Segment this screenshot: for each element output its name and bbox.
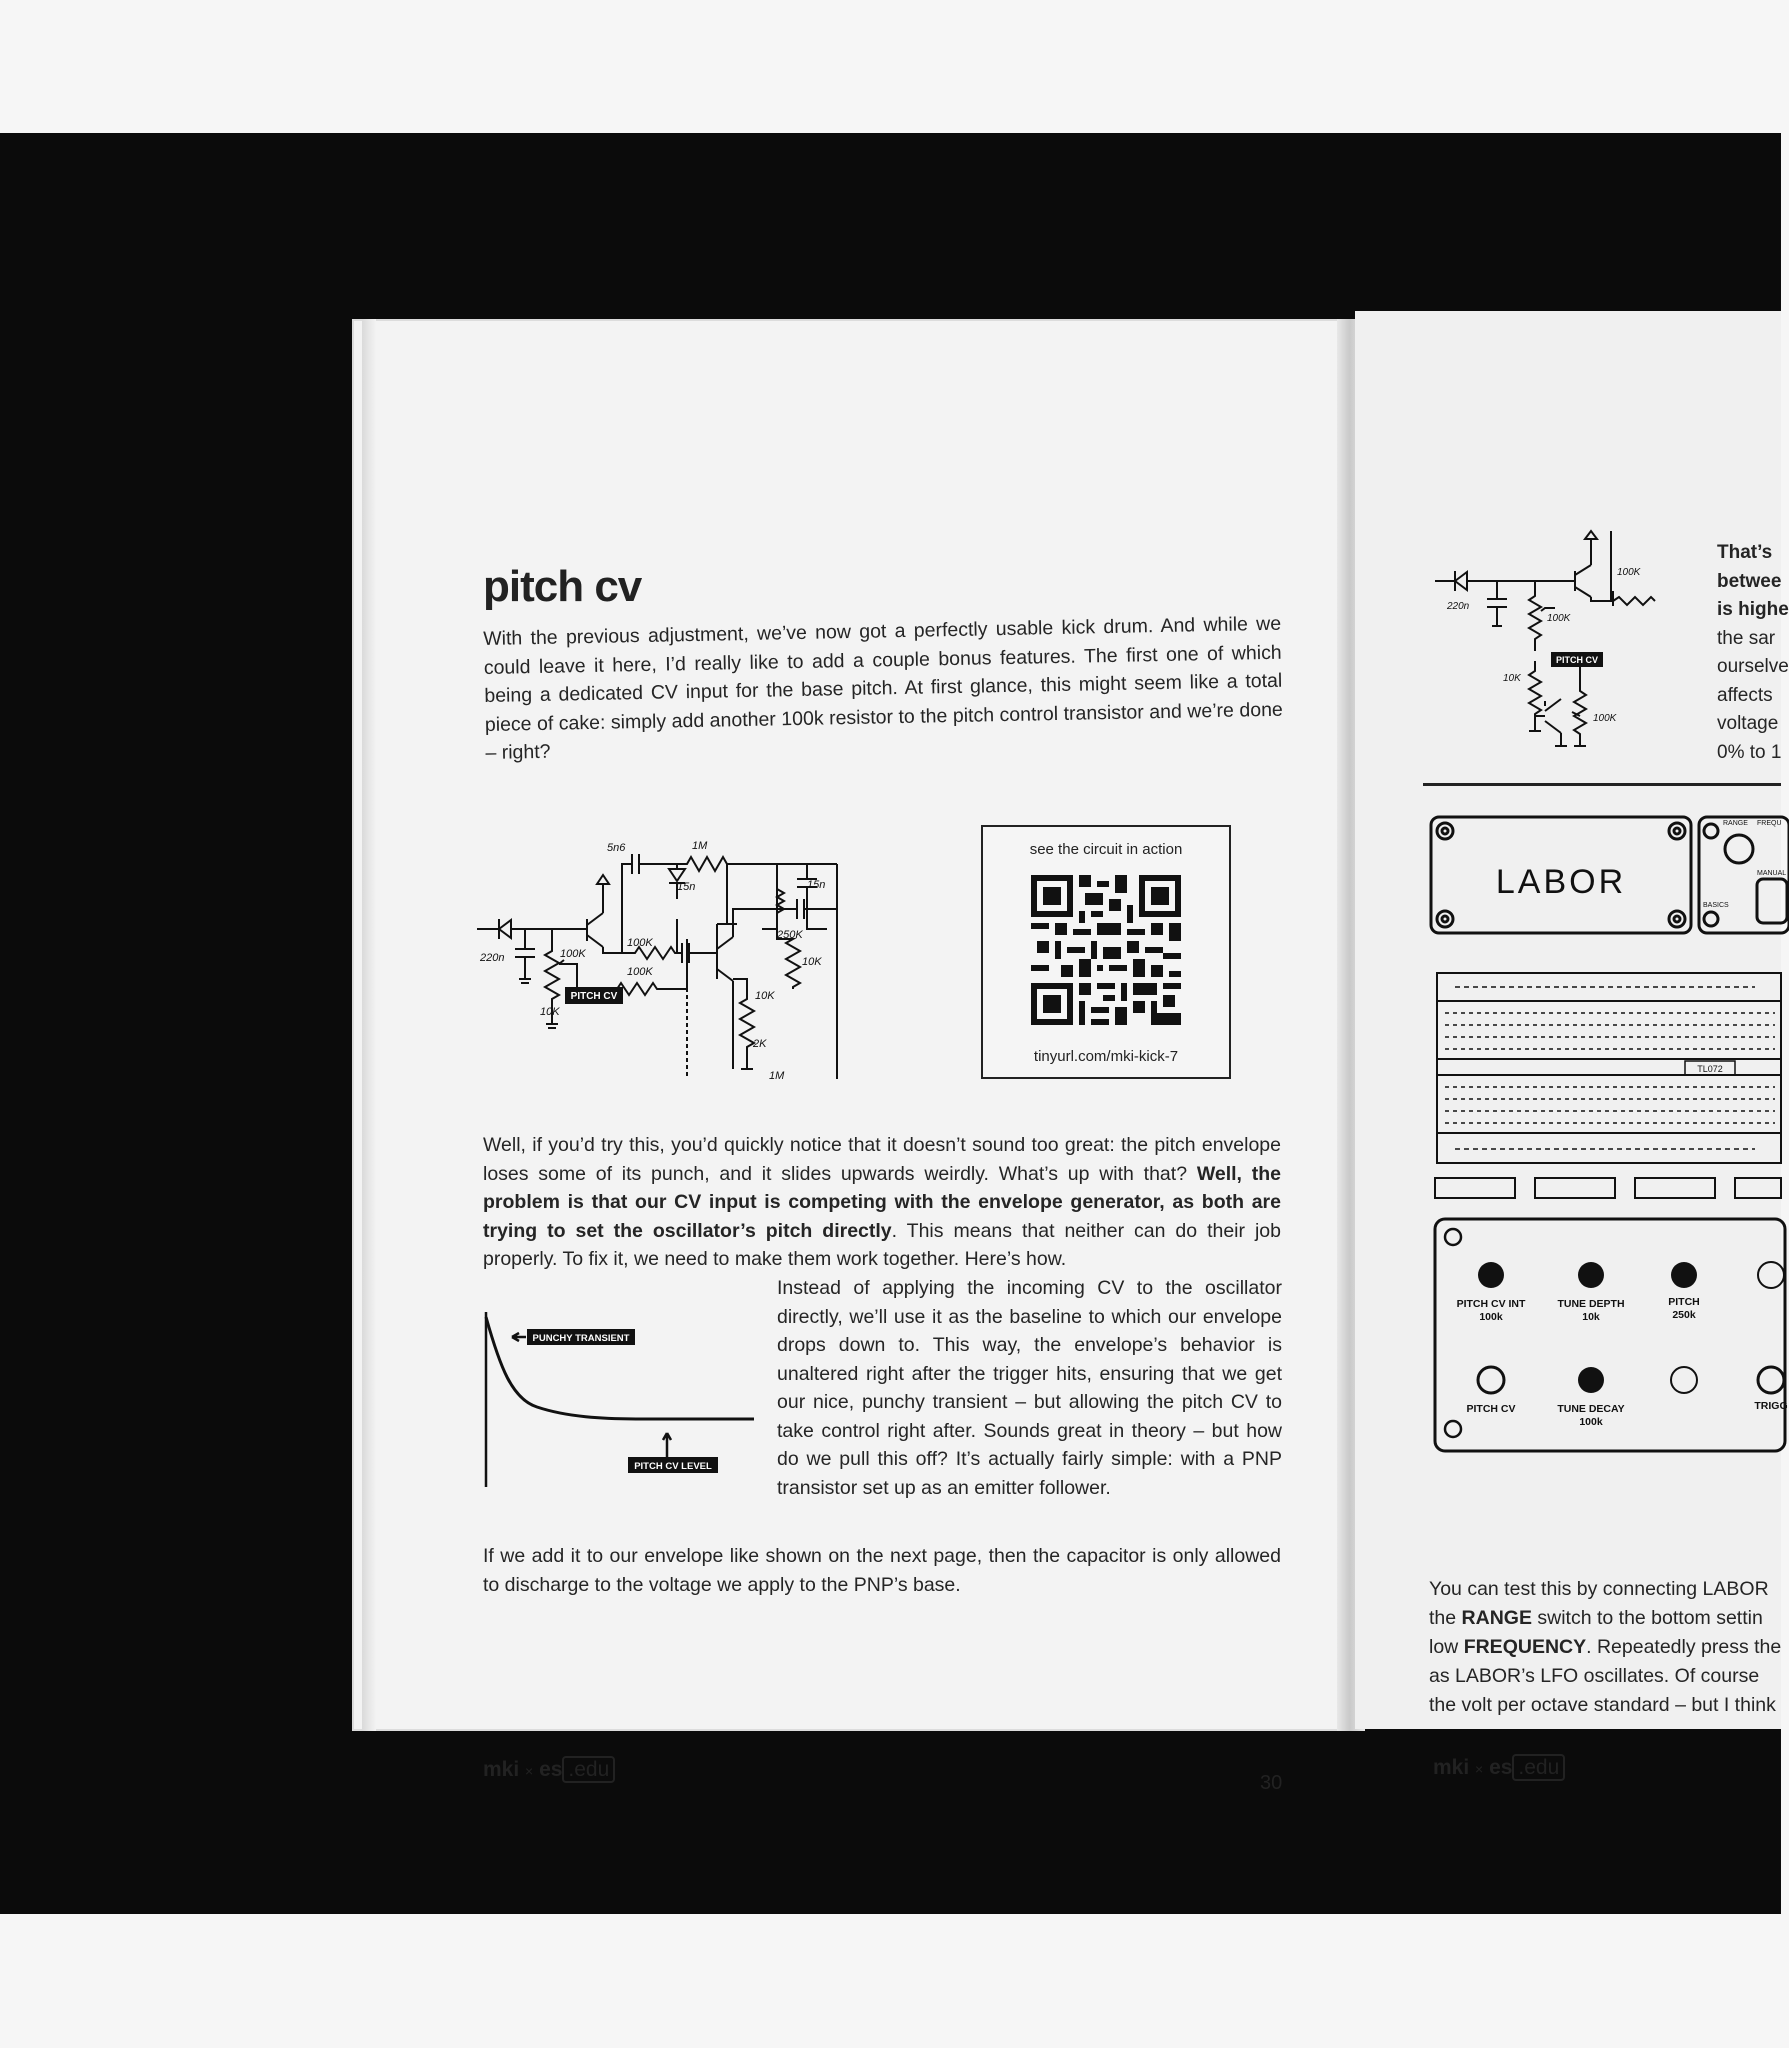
knob-value: 100k: [1579, 1416, 1603, 1428]
right-schem-label: 100K: [1617, 567, 1641, 578]
punchy-transient-label: PUNCHY TRANSIENT: [532, 1333, 630, 1344]
svg-text:10K: 10K: [540, 1006, 560, 1018]
knob-label: TUNE DEPTH: [1557, 1298, 1625, 1310]
right-line: 0% to 1: [1717, 741, 1782, 763]
qr-caption: see the circuit in action: [1029, 841, 1183, 858]
next-page-paragraph: If we add it to our envelope like shown on the next page, then the capacitor is only allowed to discharge to the voltage we apply to the PNP’s base.: [483, 1545, 1281, 1596]
svg-text:PITCH CV: PITCH CV: [570, 991, 618, 1002]
logo-times: ×: [525, 1763, 534, 1779]
svg-text:10K: 10K: [755, 990, 775, 1002]
logo-es: es: [539, 1758, 563, 1781]
logo-times: ×: [1475, 1761, 1484, 1777]
p2-text-start: Well, if you’d try this, you’d quickly notice that it doesn’t sound too great: the pitch envelope loses some of its punch, and it slides upwards weirdly. What’s up with that?: [483, 1134, 1281, 1185]
svg-text:1M: 1M: [769, 1070, 785, 1082]
right-para-line: [1429, 1662, 1789, 1691]
right-schem-label: 220n: [1447, 601, 1470, 612]
right-para-text: You can test this by connecting LABOR: [1429, 1578, 1769, 1600]
labor-logo: LABOR: [1495, 863, 1627, 901]
right-para-text: as LABOR’s LFO oscillates. Of course: [1429, 1665, 1760, 1687]
labor-panel-diagram: [1427, 813, 1787, 937]
envelope-diagram: [482, 1307, 762, 1492]
right-schem-label: 100K: [1547, 613, 1571, 624]
knob-label: TUNE DECAY: [1557, 1403, 1625, 1415]
tl072-chip-label: TL072: [1697, 1064, 1723, 1074]
logo-edu: .edu: [562, 1756, 615, 1783]
svg-text:1M: 1M: [692, 840, 708, 852]
knob-value: 100k: [1479, 1311, 1503, 1323]
logo-mki: mki: [483, 1758, 520, 1781]
svg-text:100K: 100K: [627, 937, 653, 949]
logo-edu: .edu: [1512, 1754, 1565, 1781]
knob-value: 10k: [1582, 1311, 1600, 1323]
page-title: pitch cv: [483, 562, 642, 611]
right-schem-label: 100K: [1593, 713, 1617, 724]
qr-code-box[interactable]: [981, 825, 1231, 1079]
svg-text:5n6: 5n6: [607, 842, 626, 854]
right-line: voltage: [1717, 713, 1779, 734]
labor-manual-label: MANUAL: [1757, 870, 1787, 877]
right-para-line: [1429, 1633, 1789, 1662]
labor-basics-label: BASICS: [1703, 902, 1729, 909]
labor-frequ-label: FREQU: [1757, 820, 1782, 827]
knob-value: 250k: [1672, 1309, 1696, 1321]
right-para-line: [1429, 1604, 1789, 1633]
right-pitch-cv-label: PITCH CV: [1555, 655, 1599, 665]
knob-label: PITCH: [1668, 1296, 1700, 1308]
svg-text:220n: 220n: [480, 952, 505, 964]
right-line: the sar: [1717, 627, 1776, 649]
right-para-text: the volt per octave standard – but I think: [1429, 1694, 1776, 1716]
right-para-line: [1429, 1575, 1789, 1604]
right-para-text: low: [1429, 1636, 1464, 1658]
right-para-text: . Repeatedly press the: [1586, 1636, 1782, 1658]
left-page: [352, 319, 1347, 1794]
solution-paragraph: Instead of applying the incoming CV to the oscillator directly, we’ll use it as the baseline to which our envelope drops down to. This way, the envelope’s behavior is unaltered right after the trigger hits, ensuring that we get our nice, punchy transient – but allowing the pitch CV to take control right after. Sounds great in theory – but how do we pull this off? It’s actually fairly simple: with a PNP transistor set up as an emitter follower.: [777, 1277, 1282, 1499]
right-schem-label: 10K: [1503, 673, 1521, 684]
qr-url-link[interactable]: tinyurl.com/mki-kick-7: [1033, 1048, 1179, 1065]
right-para-text: switch to the bottom settin: [1531, 1607, 1763, 1629]
svg-text:2K: 2K: [753, 1038, 767, 1050]
right-para-bold: RANGE: [1461, 1607, 1532, 1629]
p2-text-bold: Well, the problem is that our CV input is competing with the envelope generator, as both are trying to set the oscillator’s pitch directly: [483, 1162, 1282, 1242]
right-text-column: [1717, 539, 1787, 767]
right-schematic: [1435, 531, 1665, 756]
control-panel-diagram: [1431, 1215, 1788, 1455]
knob-label: PITCH CV INT: [1456, 1298, 1526, 1310]
svg-text:100K: 100K: [627, 966, 653, 978]
right-para-line: [1429, 1691, 1789, 1720]
right-line: betwee: [1717, 570, 1782, 592]
knob-label: TRIGG: [1754, 1400, 1788, 1412]
right-divider: [1423, 783, 1781, 786]
right-line: That’s: [1717, 542, 1773, 563]
right-line: affects: [1717, 684, 1773, 706]
right-footer-logo: [1433, 1756, 1565, 1780]
right-para-text: the: [1429, 1607, 1462, 1629]
footer-logo: [483, 1758, 615, 1782]
right-line: is highe: [1717, 599, 1789, 620]
pitch-cv-schematic: [477, 789, 897, 1082]
right-para-bold: FREQUENCY: [1463, 1636, 1587, 1658]
svg-text:100K: 100K: [560, 948, 586, 960]
logo-es: es: [1489, 1756, 1513, 1779]
problem-paragraph: [483, 1131, 1281, 1274]
logo-mki: mki: [1433, 1756, 1470, 1779]
booklet-spread: [352, 319, 1789, 1794]
photo-background: [0, 133, 1789, 1914]
pitch-cv-level-label: PITCH CV LEVEL: [634, 1461, 712, 1472]
labor-range-label: RANGE: [1723, 820, 1748, 827]
qr-code-icon[interactable]: [1031, 875, 1181, 1025]
svg-text:15n: 15n: [807, 879, 826, 891]
breadboard-diagram: [1435, 971, 1781, 1201]
page-number: 30: [1260, 1772, 1283, 1794]
svg-text:10K: 10K: [802, 956, 822, 968]
svg-text:15n: 15n: [677, 881, 696, 893]
intro-paragraph: With the previous adjustment, we’ve now got a perfectly usable kick drum. And while we could leave it here, I’d really like to add a couple bonus features. The first one of which being a dedicated CV input for the base pitch. At first glance, this might seem like a total piece of cake: simply add another 100k resistor to the pitch control transistor and we’re done – right?: [483, 612, 1283, 764]
svg-text:250K: 250K: [777, 929, 803, 941]
p2-text-end: . This means that neither can do their job properly. To fix it, we need to make them work together. Here’s how.: [483, 1219, 1281, 1270]
right-line: ourselve: [1717, 656, 1789, 677]
right-bottom-paragraph: [1429, 1575, 1789, 1720]
right-page: [1355, 311, 1789, 1779]
knob-label: PITCH CV: [1466, 1403, 1516, 1415]
